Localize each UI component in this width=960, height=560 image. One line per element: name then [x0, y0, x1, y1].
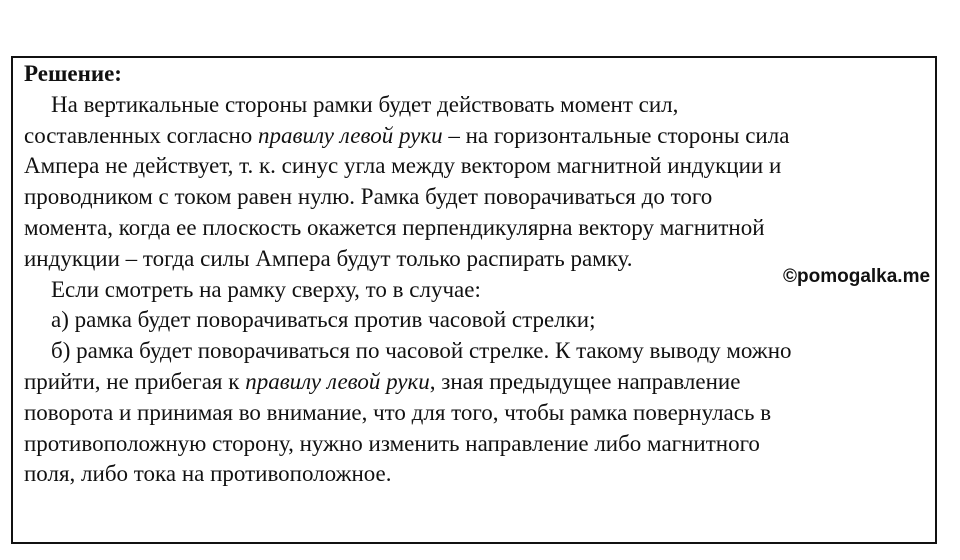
p1-line-5: момента, когда ее плоскость окажется перпендикулярна вектору магнитной [24, 214, 765, 240]
p1-line-2-end: – на горизонтальные стороны сила [442, 122, 790, 148]
item-b-line-1: б) рамка будет поворачиваться по часовой стрелке. К такому выводу можно [51, 338, 792, 364]
item-b-line-5: поля, либо тока на противоположное. [24, 461, 392, 487]
left-hand-rule-term: правилу левой руки [258, 122, 443, 148]
site-watermark: ©pomogalka.me [783, 266, 931, 287]
p1-line-6: индукции – тогда силы Ампера будут только распирать рамку. [24, 245, 633, 271]
left-hand-rule-term-2: правилу левой руки [245, 368, 430, 394]
item-b-line-2-start: прийти, не прибегая к [24, 368, 246, 394]
p1-line-2-start: составленных согласно [24, 122, 259, 148]
p1-line-2 [24, 121, 924, 152]
item-b-line-3: поворота и принимая во внимание, что для того, чтобы рамка повернулась в [24, 399, 772, 425]
p1-line-3: Ампера не действует, т. к. синус угла между вектором магнитной индукции и [24, 153, 782, 179]
p2-line-1: Если смотреть на рамку сверху, то в случае: [51, 276, 481, 302]
p1-line-4: проводником с током равен нулю. Рамка будет поворачиваться до того [24, 184, 713, 210]
item-a-line-1: а) рамка будет поворачиваться против часовой стрелки; [51, 307, 596, 333]
solution-title: Решение: [24, 61, 122, 86]
p1-line-1: На вертикальные стороны рамки будет действовать момент сил, [51, 91, 679, 117]
item-b-line-2 [24, 367, 924, 398]
item-b-line-4: противоположную сторону, нужно изменить направление либо магнитного [24, 430, 760, 456]
item-b-line-2-end: , зная предыдущее направление [429, 368, 741, 394]
